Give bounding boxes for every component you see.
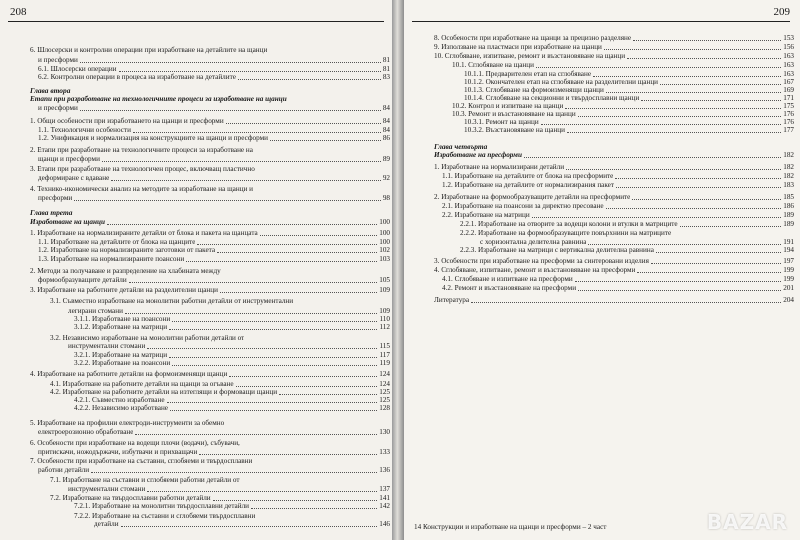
toc-entry-title: 5. Изработване на профилни електроди-инструменти за обемно bbox=[30, 419, 225, 427]
toc-entry-page: 128 bbox=[379, 404, 390, 412]
toc-entry[interactable] bbox=[434, 296, 794, 305]
toc-entry[interactable] bbox=[38, 134, 390, 143]
toc-entry-title: 4.2. Изработване на работните детайли на изтеглящи и формоващи щанци bbox=[50, 388, 278, 396]
dot-leader bbox=[578, 290, 781, 291]
toc-entry[interactable] bbox=[38, 155, 390, 164]
toc-entry-page: 133 bbox=[379, 448, 390, 456]
toc-entry-title: 6. Особености при изработване на водещи плочи (водачи), събувачи, bbox=[30, 439, 240, 447]
toc-entry-title: 2.2.3. Изработване на матрици с вертикална делителна равнина bbox=[460, 246, 654, 254]
toc-entry[interactable] bbox=[452, 61, 794, 70]
dot-leader bbox=[147, 491, 377, 492]
toc-entry-page: 156 bbox=[783, 43, 794, 51]
dot-leader bbox=[133, 132, 381, 133]
toc-entry[interactable] bbox=[38, 194, 390, 203]
toc-entry-title: 1.1. Изработване на детайлите от блока на щанците bbox=[38, 238, 196, 246]
toc-entry[interactable] bbox=[38, 466, 390, 475]
toc-entry[interactable] bbox=[434, 163, 794, 172]
toc-entry[interactable] bbox=[74, 404, 390, 413]
toc-entry-page: 89 bbox=[382, 155, 390, 163]
book-gutter bbox=[392, 0, 404, 540]
dot-leader bbox=[524, 157, 781, 158]
toc-entry-title: 10.2. Контрол и изпитване на щанци bbox=[452, 102, 564, 110]
toc-entry-title: 4.2. Ремонт и възстановяване на пресформи bbox=[442, 284, 577, 292]
toc-entry[interactable] bbox=[38, 246, 390, 255]
toc-entry[interactable] bbox=[50, 476, 390, 485]
page-number-left: 208 bbox=[10, 6, 27, 18]
toc-entry-title: 3.2. Независимо изработване на монолитни работни детайли от bbox=[50, 334, 245, 342]
dot-leader bbox=[91, 472, 377, 473]
dot-leader bbox=[637, 272, 781, 273]
toc-entry[interactable] bbox=[30, 46, 390, 55]
dot-leader bbox=[651, 263, 781, 264]
toc-entry-title: 4.2.1. Съвместно изработване bbox=[74, 396, 165, 404]
toc-entry-title: 7. Особености при изработване на съставни, сглобяеми и твърдосплавни bbox=[30, 457, 253, 465]
dot-leader bbox=[627, 58, 781, 59]
toc-entry-page: 167 bbox=[783, 78, 794, 86]
toc-entry-title: 7.2. Изработване на твърдосплавни работни детайли bbox=[50, 494, 211, 502]
toc-entry-title: 4.2.2. Независимо изработване bbox=[74, 404, 168, 412]
toc-entry-title: 10.1.4. Сглобяване на секционни и твърдосплавни щанци bbox=[464, 94, 640, 102]
toc-entry-page: 81 bbox=[382, 56, 390, 64]
toc-entry-title: щанци и пресформи bbox=[38, 155, 100, 163]
toc-entry[interactable] bbox=[38, 428, 390, 437]
toc-entry-title: притискачи, ножодържачи, избутвачи и прихващачи bbox=[38, 448, 198, 456]
toc-entry-page: 115 bbox=[379, 342, 390, 350]
toc-entry-title: 2.2.1. Изработване на отворите за водещи колони и втулки в матриците bbox=[460, 220, 678, 228]
toc-entry[interactable] bbox=[434, 193, 794, 202]
toc-entry[interactable] bbox=[460, 220, 794, 229]
toc-entry-title: формообразуващите детайли bbox=[38, 276, 127, 284]
toc-entry-page: 176 bbox=[783, 118, 794, 126]
chapter-heading: Глава четвърта bbox=[434, 142, 488, 151]
toc-entry-page: 86 bbox=[382, 134, 390, 142]
left-page bbox=[0, 0, 392, 540]
toc-entry[interactable] bbox=[434, 52, 794, 61]
toc-entry[interactable] bbox=[30, 419, 390, 428]
chapter-heading: Глава втора bbox=[30, 86, 71, 95]
toc-entry[interactable] bbox=[30, 370, 390, 379]
dot-leader bbox=[532, 217, 782, 218]
toc-entry-title: 10.3.2. Възстановяване на щанци bbox=[464, 126, 565, 134]
toc-entry[interactable] bbox=[30, 286, 390, 295]
toc-entry-title: Изработване на пресформи bbox=[434, 151, 522, 159]
dot-leader bbox=[102, 161, 381, 162]
toc-entry-page: 84 bbox=[382, 117, 390, 125]
toc-entry-title: 10.1.3. Сглобяване на формоизменящи щанци bbox=[464, 86, 604, 94]
dot-leader bbox=[213, 500, 378, 501]
toc-entry-page: 186 bbox=[783, 202, 794, 210]
dot-leader bbox=[588, 244, 781, 245]
toc-entry-page: 100 bbox=[379, 238, 390, 246]
dot-leader bbox=[186, 261, 377, 262]
toc-list-left bbox=[0, 0, 392, 540]
toc-entry-title: 7.2.1. Изработване на монолитни твърдосплавни детайли bbox=[74, 502, 250, 510]
toc-entry-page: 182 bbox=[783, 172, 794, 180]
toc-entry-page: 124 bbox=[379, 380, 390, 388]
chapter-title-entry[interactable] bbox=[30, 218, 390, 227]
toc-entry-title: деформиране с вдаване bbox=[38, 174, 110, 182]
toc-entry-title: Литература bbox=[434, 296, 470, 304]
toc-entry[interactable] bbox=[30, 185, 390, 194]
dot-leader bbox=[606, 92, 781, 93]
toc-entry-title: 4. Сглобяване, изпитване, ремонт и възстановяване на пресформи bbox=[434, 266, 636, 274]
dot-leader bbox=[167, 402, 378, 403]
toc-entry[interactable] bbox=[74, 502, 390, 511]
dot-leader bbox=[633, 40, 781, 41]
toc-entry-title: с хоризонтална делителна равнина bbox=[480, 238, 587, 246]
toc-entry-page: 125 bbox=[379, 388, 390, 396]
toc-entry-title: 1. Общи особености при изработването на щанци и пресформи bbox=[30, 117, 224, 125]
dot-leader bbox=[279, 394, 377, 395]
toc-entry[interactable] bbox=[30, 117, 390, 126]
dot-leader bbox=[566, 169, 781, 170]
toc-entry-page: 171 bbox=[783, 94, 794, 102]
dot-leader bbox=[536, 67, 781, 68]
page-number-right: 209 bbox=[773, 6, 790, 18]
toc-entry-title: 3. Изработване на работните детайли на разделителни щанци bbox=[30, 286, 218, 294]
toc-entry-title: Етапи при разработване на технологичните процеси за изработване на щанци bbox=[30, 95, 287, 103]
toc-entry-title: 1. Изработване на нормализираните детайли от блока и пакета на щанцата bbox=[30, 229, 258, 237]
toc-entry[interactable] bbox=[442, 172, 794, 181]
toc-entry-page: 102 bbox=[379, 246, 390, 254]
toc-entry[interactable] bbox=[442, 202, 794, 211]
toc-entry-title: 2.2.2. Изработване на формообразуващите повърхнини на матриците bbox=[460, 229, 672, 237]
toc-entry-title: 2. Изработване на формообразуващите детайли на пресформите bbox=[434, 193, 631, 201]
toc-entry-title: пресформи bbox=[38, 194, 73, 202]
dot-leader bbox=[680, 226, 782, 227]
dot-leader bbox=[199, 454, 377, 455]
toc-entry-page: 175 bbox=[783, 102, 794, 110]
dot-leader bbox=[172, 365, 377, 366]
dot-leader bbox=[593, 76, 781, 77]
toc-entry-page: 182 bbox=[783, 151, 794, 159]
toc-entry[interactable] bbox=[38, 448, 390, 457]
dot-leader bbox=[604, 49, 781, 50]
toc-entry-title: 1. Изработване на нормализирани детайли bbox=[434, 163, 565, 171]
page-footer: 14 Конструкции и изработване на щанци и пресформи – 2 част bbox=[414, 523, 607, 531]
toc-entry-page: 84 bbox=[382, 104, 390, 112]
toc-entry-title: 7.1. Изработване на съставни и сглобяеми работни детайли от bbox=[50, 476, 240, 484]
toc-entry-title: 1.2. Унификация и нормализация на конструкциите на щанци и пресформи bbox=[38, 134, 269, 142]
toc-entry[interactable] bbox=[38, 56, 390, 65]
toc-entry-page: 130 bbox=[379, 428, 390, 436]
toc-entry-page: 110 bbox=[379, 315, 390, 323]
chapter-title-entry[interactable] bbox=[434, 151, 794, 160]
toc-entry-title: 10.3. Ремонт и възстановяване на щанци bbox=[452, 110, 576, 118]
toc-entry[interactable] bbox=[464, 126, 794, 135]
toc-entry[interactable] bbox=[434, 43, 794, 52]
toc-entry[interactable] bbox=[442, 211, 794, 220]
toc-entry-page: 119 bbox=[379, 359, 390, 367]
toc-entry[interactable] bbox=[68, 342, 390, 351]
chapter-heading: Глава трета bbox=[30, 208, 73, 217]
dot-leader bbox=[565, 108, 781, 109]
toc-entry-title: 4.1. Сглобяване и изпитване на пресформи bbox=[442, 275, 573, 283]
toc-entry[interactable] bbox=[460, 246, 794, 255]
toc-entry[interactable] bbox=[38, 104, 390, 113]
toc-entry[interactable] bbox=[442, 275, 794, 284]
toc-entry-title: 10.3.1. Ремонт на щанци bbox=[464, 118, 539, 126]
dot-leader bbox=[541, 124, 782, 125]
toc-entry-page: 169 bbox=[783, 86, 794, 94]
toc-entry-page: 163 bbox=[783, 61, 794, 69]
toc-entry-title: 4.1. Изработване на работните детайли на щанци за огъване bbox=[50, 380, 234, 388]
toc-entry-title: инструментални стомани bbox=[68, 342, 146, 350]
toc-entry[interactable] bbox=[50, 297, 390, 306]
toc-entry-page: 141 bbox=[379, 494, 390, 502]
dot-leader bbox=[270, 140, 381, 141]
toc-entry-page: 197 bbox=[783, 257, 794, 265]
dot-leader bbox=[615, 178, 781, 179]
dot-leader bbox=[578, 116, 782, 117]
toc-entry-page: 163 bbox=[783, 70, 794, 78]
dot-leader bbox=[251, 508, 377, 509]
dot-leader bbox=[217, 252, 377, 253]
toc-entry[interactable] bbox=[38, 73, 390, 82]
dot-leader bbox=[660, 84, 781, 85]
toc-entry-page: 92 bbox=[382, 174, 390, 182]
toc-entry-title: 2.1. Изработване на поансони за директно пресоване bbox=[442, 202, 604, 210]
toc-entry[interactable] bbox=[38, 174, 390, 183]
toc-entry-title: 10.1.1. Предварителен етап на сглобяване bbox=[464, 70, 592, 78]
toc-entry-title: 3.2.2. Изработване на поансони bbox=[74, 359, 171, 367]
toc-entry-page: 124 bbox=[379, 370, 390, 378]
toc-entry[interactable] bbox=[30, 439, 390, 448]
toc-entry[interactable] bbox=[68, 485, 390, 494]
toc-entry-page: 189 bbox=[783, 220, 794, 228]
dot-leader bbox=[238, 79, 381, 80]
toc-entry-page: 100 bbox=[379, 218, 390, 226]
toc-entry-page: 84 bbox=[382, 126, 390, 134]
toc-entry-title: 9. Използване на пластмаси при изработване на щанци bbox=[434, 43, 602, 51]
toc-entry-title: 2.2. Изработване на матрици bbox=[442, 211, 530, 219]
toc-entry-page: 125 bbox=[379, 396, 390, 404]
dot-leader bbox=[74, 200, 381, 201]
toc-entry[interactable] bbox=[38, 255, 390, 264]
dot-leader bbox=[80, 62, 381, 63]
right-page bbox=[404, 0, 800, 540]
toc-entry-page: 201 bbox=[783, 284, 794, 292]
dot-leader bbox=[147, 348, 377, 349]
toc-entry-title: 1.3. Изработване на нормализираните поансони bbox=[38, 255, 185, 263]
toc-entry-title: 1.1. Изработване на детайлите от блока на пресформите bbox=[442, 172, 614, 180]
toc-entry-page: 109 bbox=[379, 286, 390, 294]
dot-leader bbox=[169, 329, 377, 330]
toc-entry-title: 8. Особености при изработване на щанци за прецизно разделяне bbox=[434, 34, 632, 42]
toc-entry-title: и пресформи bbox=[38, 56, 78, 64]
toc-entry-page: 177 bbox=[783, 126, 794, 134]
toc-entry-title: 3.1.1. Изработване на поансони bbox=[74, 315, 171, 323]
dot-leader bbox=[220, 292, 377, 293]
toc-entry-title: 1.1. Технологични особености bbox=[38, 126, 131, 134]
toc-entry-title: електроерозионно обработване bbox=[38, 428, 134, 436]
toc-entry-title: 3.2.1. Изработване на матрици bbox=[74, 351, 168, 359]
toc-entry-title: инструментални стомани bbox=[68, 485, 146, 493]
toc-entry-page: 163 bbox=[783, 52, 794, 60]
dot-leader bbox=[641, 100, 781, 101]
toc-entry-title: 2. Методи за получаване и разпределение на хлабината между bbox=[30, 267, 221, 275]
toc-entry-page: 142 bbox=[379, 502, 390, 510]
toc-entry-title: 1.2. Изработване на нормализираните заготовки от пакета bbox=[38, 246, 216, 254]
toc-entry[interactable] bbox=[30, 267, 390, 276]
toc-entry-title: легирани стомани bbox=[68, 307, 123, 315]
dot-leader bbox=[471, 302, 781, 303]
dot-leader bbox=[567, 132, 781, 133]
toc-entry[interactable] bbox=[94, 520, 390, 529]
dot-leader bbox=[119, 71, 381, 72]
toc-entry[interactable] bbox=[38, 276, 390, 285]
toc-entry-page: 183 bbox=[783, 181, 794, 189]
toc-entry-page: 204 bbox=[783, 296, 794, 304]
dot-leader bbox=[121, 526, 378, 527]
toc-entry[interactable] bbox=[442, 284, 794, 293]
toc-entry-title: 7.2.2. Изработване на съставни и сглобяеми твърдосплавни bbox=[74, 512, 256, 520]
toc-entry-title: детайли bbox=[94, 520, 119, 528]
toc-entry-title: 6.2. Контролни операции в процеса на изработване на детайлите bbox=[38, 73, 236, 81]
toc-entry-title: Изработване на щанци bbox=[30, 218, 105, 226]
toc-entry-page: 112 bbox=[379, 323, 390, 331]
toc-entry-title: 3.1.2. Изработване на матрици bbox=[74, 323, 168, 331]
toc-entry-page: 185 bbox=[783, 193, 794, 201]
toc-entry-page: 153 bbox=[783, 34, 794, 42]
toc-entry[interactable] bbox=[434, 266, 794, 275]
toc-entry-title: и пресформи bbox=[38, 104, 78, 112]
toc-entry[interactable] bbox=[460, 229, 794, 238]
toc-entry-page: 100 bbox=[379, 229, 390, 237]
toc-entry-page: 199 bbox=[783, 275, 794, 283]
toc-entry-page: 81 bbox=[382, 65, 390, 73]
toc-entry-page: 136 bbox=[379, 466, 390, 474]
toc-entry-page: 83 bbox=[382, 73, 390, 81]
dot-leader bbox=[226, 123, 381, 124]
toc-entry[interactable] bbox=[74, 359, 390, 368]
toc-entry-title: 1.2. Изработване на детайлите от нормализирания пакет bbox=[442, 181, 615, 189]
dot-leader bbox=[197, 244, 377, 245]
dot-leader bbox=[229, 376, 377, 377]
toc-entry-title: 2. Етапи при разработване на технологичните процеси за изработване на bbox=[30, 146, 253, 154]
toc-entry[interactable] bbox=[74, 323, 390, 332]
dot-leader bbox=[606, 208, 782, 209]
toc-entry-page: 109 bbox=[379, 307, 390, 315]
toc-entry-page: 98 bbox=[382, 194, 390, 202]
dot-leader bbox=[656, 252, 781, 253]
toc-entry-title: 10. Сглобяване, изпитване, ремонт и възстановяване на щанци bbox=[434, 52, 626, 60]
toc-entry-page: 146 bbox=[379, 520, 390, 528]
dot-leader bbox=[80, 110, 381, 111]
dot-leader bbox=[169, 357, 377, 358]
dot-leader bbox=[135, 434, 377, 435]
dot-leader bbox=[632, 199, 781, 200]
toc-entry-title: 4. Изработване на работните детайли на формоизменящи щанци bbox=[30, 370, 228, 378]
dot-leader bbox=[172, 321, 377, 322]
toc-entry-title: 10.1. Сглобяване на щанци bbox=[452, 61, 534, 69]
toc-entry-title: 6. Шлосерски и контролни операции при изработване на детайлите на щанци bbox=[30, 46, 268, 54]
dot-leader bbox=[575, 281, 781, 282]
toc-entry[interactable] bbox=[434, 257, 794, 266]
toc-entry-title: работни детайли bbox=[38, 466, 90, 474]
dot-leader bbox=[236, 386, 378, 387]
watermark-logo: BAZAR bbox=[706, 510, 788, 534]
toc-entry-title: 3.1. Съвместно изработване на монолитни работни детайли от инструментални bbox=[50, 297, 294, 305]
toc-entry-title: 4. Технико-икономически анализ на методите за изработване на щанци и bbox=[30, 185, 254, 193]
toc-entry-title: 10.1.2. Окончателен етап на сглобяване на разделителни щанци bbox=[464, 78, 659, 86]
chapter-title-entry[interactable] bbox=[30, 95, 390, 104]
toc-entry[interactable] bbox=[442, 181, 794, 190]
toc-entry-page: 176 bbox=[783, 110, 794, 118]
toc-entry[interactable] bbox=[30, 229, 390, 238]
toc-entry-page: 117 bbox=[379, 351, 390, 359]
dot-leader bbox=[616, 187, 781, 188]
toc-entry-page: 103 bbox=[379, 255, 390, 263]
toc-entry-page: 137 bbox=[379, 485, 390, 493]
dot-leader bbox=[129, 282, 377, 283]
dot-leader bbox=[170, 410, 377, 411]
toc-entry-page: 191 bbox=[783, 238, 794, 246]
toc-entry-title: 3. Особености при изработване на пресформи за синтеровани изделия bbox=[434, 257, 649, 265]
toc-entry[interactable] bbox=[30, 165, 390, 174]
toc-entry-page: 105 bbox=[379, 276, 390, 284]
dot-leader bbox=[125, 313, 377, 314]
toc-entry-page: 182 bbox=[783, 163, 794, 171]
dot-leader bbox=[260, 235, 377, 236]
toc-entry-title: 6.1. Шлосерски операции bbox=[38, 65, 117, 73]
toc-list-right bbox=[404, 0, 800, 540]
toc-entry-title: 3. Етапи при разработване на технологичен процес, включващ пластично bbox=[30, 165, 255, 173]
dot-leader bbox=[107, 224, 377, 225]
toc-entry-page: 189 bbox=[783, 211, 794, 219]
toc-entry[interactable] bbox=[30, 146, 390, 155]
dot-leader bbox=[111, 180, 381, 181]
toc-entry[interactable] bbox=[30, 457, 390, 466]
toc-entry-page: 194 bbox=[783, 246, 794, 254]
toc-entry-page: 199 bbox=[783, 266, 794, 274]
toc-entry[interactable] bbox=[434, 34, 794, 43]
